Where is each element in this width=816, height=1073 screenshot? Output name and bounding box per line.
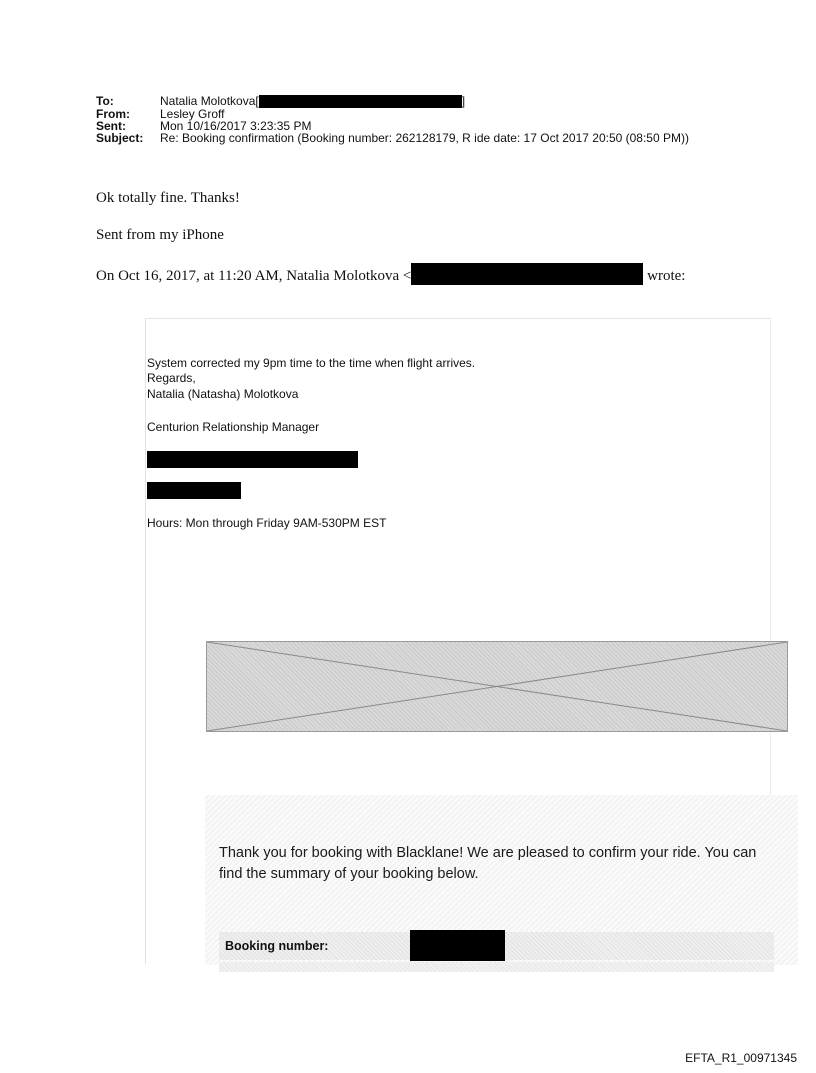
from-label: From: <box>96 107 130 122</box>
reply-text: Ok totally fine. Thanks! <box>96 190 240 206</box>
redaction-bar <box>147 482 241 499</box>
subject-value: Re: Booking confirmation (Booking number: 262128179, R ide date: 17 Oct 2017 20:50 (08:50 PM)) <box>160 131 689 146</box>
subject-row <box>96 132 736 144</box>
quote-wrote: wrote: <box>647 268 686 284</box>
quoted-hours: Hours: Mon through Friday 9AM-530PM EST <box>147 516 387 530</box>
confirmation-message: Thank you for booking with Blacklane! We are pleased to confirm your ride. You can find the summary of your booking below. <box>219 845 757 882</box>
redaction-bar <box>259 95 462 108</box>
quoted-sender-name: Natalia (Natasha) Molotkova <box>147 387 299 401</box>
to-row <box>96 95 736 108</box>
to-name: Natalia Molotkova[ <box>160 94 259 108</box>
email-header <box>96 95 736 144</box>
sent-value: Mon 10/16/2017 3:23:35 PM <box>160 119 312 134</box>
broken-image-icon <box>207 642 787 731</box>
quoted-regards: Regards, <box>147 371 196 385</box>
to-close-bracket: ] <box>461 94 466 108</box>
document-id: EFTA_R1_00971345 <box>685 1051 797 1065</box>
broken-image-placeholder <box>206 641 788 732</box>
sent-label: Sent: <box>96 119 126 134</box>
quoted-sender-title: Centurion Relationship Manager <box>147 420 320 434</box>
to-value <box>160 95 736 108</box>
redaction-bar <box>411 263 643 285</box>
redaction-bar <box>147 451 358 468</box>
booking-number-label: Booking number: <box>225 939 329 953</box>
quoted-line-1: System corrected my 9pm time to the time when flight arrives. <box>147 356 476 370</box>
booking-next-row <box>219 962 774 972</box>
quote-intro-text: On Oct 16, 2017, at 11:20 AM, Natalia Molotkova < <box>96 268 412 284</box>
subject-label: Subject: <box>96 131 144 146</box>
quote-intro <box>96 263 685 285</box>
sent-from-signature: Sent from my iPhone <box>96 227 224 243</box>
from-value: Lesley Groff <box>160 107 225 122</box>
redaction-bar <box>410 930 505 961</box>
to-label: To: <box>96 94 114 108</box>
